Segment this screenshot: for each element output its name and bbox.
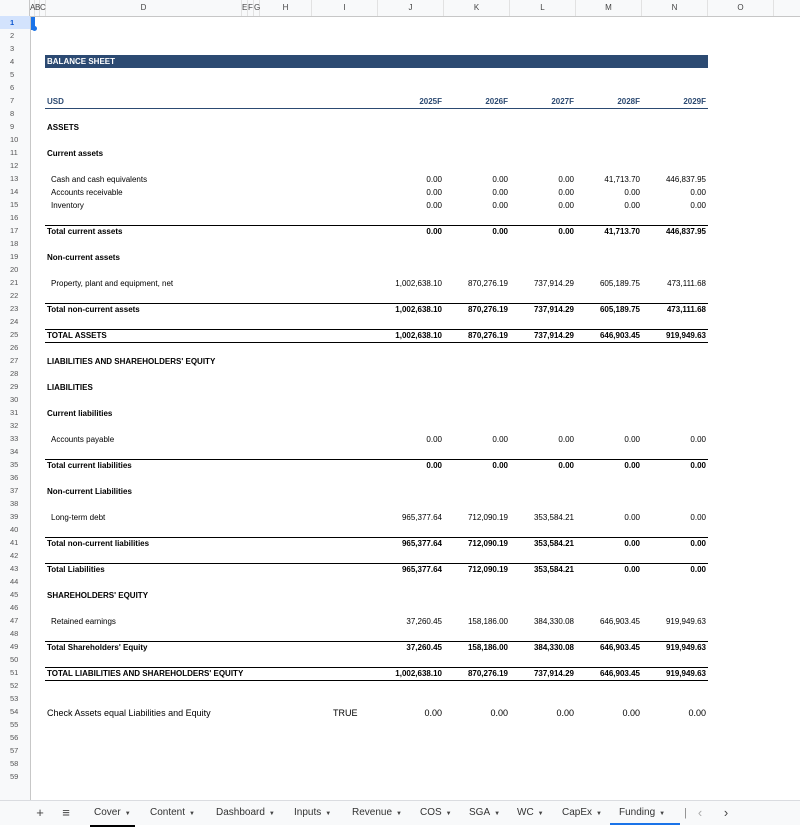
column-header-m[interactable]: M [576, 0, 642, 16]
sheet-tab-label: SGA [469, 807, 491, 818]
value-cell[interactable]: 1,002,638.10 [395, 279, 442, 288]
column-header-j[interactable]: J [378, 0, 444, 16]
sheet-tab-cover[interactable] [90, 801, 135, 827]
value-cell[interactable]: 0.00 [690, 539, 706, 548]
row-header[interactable]: 7 [10, 96, 15, 105]
rule [45, 563, 708, 564]
value-cell[interactable]: 919,949.63 [665, 617, 706, 626]
row-header[interactable]: 58 [10, 759, 19, 768]
row-header[interactable]: 16 [10, 213, 19, 222]
row-label: Accounts payable [51, 435, 115, 444]
value-cell[interactable]: 41,713.70 [604, 227, 640, 236]
select-all-corner[interactable] [0, 0, 30, 16]
row-header[interactable]: 27 [10, 356, 19, 365]
row-header[interactable]: 3 [10, 44, 15, 53]
sheet-tab-label: Cover [94, 807, 121, 818]
value-cell[interactable]: 870,276.19 [467, 669, 508, 678]
row-header[interactable]: 41 [10, 538, 19, 547]
row-label: LIABILITIES [47, 383, 93, 392]
scroll-tabs-right-button[interactable]: › [723, 805, 729, 820]
check-value-cell[interactable]: 0.00 [556, 708, 574, 718]
row-label: Inventory [51, 201, 84, 210]
column-header-l[interactable]: L [510, 0, 576, 16]
value-cell[interactable]: 605,189.75 [599, 279, 640, 288]
column-header-c[interactable]: C [40, 0, 46, 16]
chevron-down-icon: ▼ [325, 811, 332, 817]
column-header-e[interactable]: E [242, 0, 248, 16]
value-cell[interactable]: 646,903.45 [599, 669, 640, 678]
column-header-d[interactable]: D [46, 0, 242, 16]
value-cell[interactable]: 0.00 [558, 201, 574, 210]
chevron-down-icon: ▼ [494, 811, 501, 817]
value-cell[interactable]: 870,276.19 [467, 279, 508, 288]
value-cell[interactable]: 0.00 [690, 188, 706, 197]
row-header[interactable]: 23 [10, 304, 19, 313]
row-header[interactable]: 42 [10, 551, 19, 560]
year-header: 2027F [551, 97, 574, 106]
row-header[interactable]: 39 [10, 512, 19, 521]
row-label: SHAREHOLDERS' EQUITY [47, 591, 149, 600]
chevron-down-icon: ▼ [396, 811, 402, 817]
row-header[interactable]: 55 [10, 720, 19, 729]
value-cell[interactable]: 605,189.75 [599, 305, 640, 314]
chevron-down-icon: ▼ [659, 811, 666, 817]
row-header[interactable]: 36 [10, 473, 19, 482]
value-cell[interactable]: 0.00 [624, 201, 640, 210]
check-value-cell[interactable]: 0.00 [490, 708, 508, 718]
row-header[interactable]: 21 [10, 278, 19, 287]
value-cell[interactable]: 0.00 [492, 227, 508, 236]
value-cell[interactable]: 446,837.95 [665, 175, 706, 184]
value-cell[interactable]: 919,949.63 [665, 669, 706, 678]
row-label: Non-current assets [47, 253, 120, 262]
row-label: Total Shareholders' Equity [47, 643, 148, 652]
value-cell[interactable]: 473,111.68 [667, 279, 706, 288]
sheet-title: BALANCE SHEET [45, 55, 708, 68]
row-header[interactable]: 49 [10, 642, 19, 651]
value-cell[interactable]: 737,914.29 [533, 331, 574, 340]
row-header[interactable]: 52 [10, 681, 19, 690]
row-header[interactable]: 32 [10, 421, 19, 430]
value-cell[interactable]: 446,837.95 [665, 227, 706, 236]
row-label: Total non-current assets [47, 305, 140, 314]
row-header[interactable]: 51 [10, 668, 19, 677]
row-header[interactable]: 44 [10, 577, 19, 586]
row-header[interactable]: 40 [10, 525, 19, 534]
value-cell[interactable]: 384,330.08 [533, 643, 574, 652]
row-label: Cash and cash equivalents [51, 175, 148, 184]
rule [45, 459, 708, 460]
row-header[interactable]: 18 [10, 239, 19, 248]
value-cell[interactable]: 0.00 [558, 188, 574, 197]
row-header[interactable]: 25 [10, 330, 19, 339]
current-assets-heading: Current assets [47, 149, 104, 158]
row-header[interactable]: 14 [10, 187, 19, 196]
row-label: Total current assets [47, 227, 123, 236]
value-cell[interactable]: 870,276.19 [467, 331, 508, 340]
row-header[interactable]: 10 [10, 135, 19, 144]
value-cell[interactable]: 965,377.64 [401, 513, 442, 522]
column-header-g[interactable]: G [254, 0, 260, 16]
row-header[interactable]: 4 [10, 57, 15, 66]
value-cell[interactable]: 737,914.29 [533, 305, 574, 314]
row-header[interactable]: 28 [10, 369, 19, 378]
all-sheets-menu-button[interactable]: ≡ [62, 805, 70, 820]
value-cell[interactable]: 0.00 [624, 435, 640, 444]
row-header[interactable]: 11 [10, 148, 18, 157]
value-cell[interactable]: 0.00 [690, 435, 706, 444]
value-cell[interactable]: 0.00 [558, 175, 574, 184]
value-cell[interactable]: 158,186.00 [467, 643, 508, 652]
value-cell[interactable]: 965,377.64 [401, 565, 442, 574]
row-header[interactable]: 2 [10, 31, 15, 40]
check-label: Check Assets equal Liabilities and Equity [47, 708, 211, 718]
row-label: Property, plant and equipment, net [51, 279, 174, 288]
check-value-cell[interactable]: 0.00 [688, 708, 706, 718]
value-cell[interactable]: 965,377.64 [401, 539, 442, 548]
row-header[interactable]: 45 [10, 590, 19, 599]
sheet-grid[interactable] [31, 17, 800, 800]
value-cell[interactable]: 0.00 [558, 227, 574, 236]
row-header[interactable]: 48 [10, 629, 19, 638]
row-header[interactable]: 56 [10, 733, 19, 742]
rule [45, 225, 708, 226]
row-header[interactable]: 9 [10, 122, 15, 131]
row-header[interactable]: 17 [10, 226, 19, 235]
value-cell[interactable]: 353,584.21 [533, 539, 574, 548]
currency-label: USD [47, 97, 64, 106]
row-header[interactable]: 57 [10, 746, 19, 755]
value-cell[interactable]: 0.00 [624, 539, 640, 548]
row-header[interactable]: 12 [10, 161, 19, 170]
row-label: Non-current Liabilities [47, 487, 132, 496]
sheet-tab-label: Dashboard [216, 807, 265, 818]
rule [45, 303, 708, 304]
row-label: TOTAL LIABILITIES AND SHAREHOLDERS' EQUITY [47, 669, 244, 678]
row-header[interactable]: 1 [0, 16, 30, 29]
sheet-tab-label: Funding [619, 807, 656, 818]
value-cell[interactable]: 712,090.19 [467, 513, 508, 522]
row-header[interactable]: 34 [10, 447, 19, 456]
sheet-tab-content[interactable] [146, 801, 199, 825]
header-underline [45, 108, 708, 109]
chevron-down-icon: ▼ [124, 811, 131, 817]
row-header[interactable]: 26 [10, 343, 19, 352]
value-cell[interactable]: 0.00 [492, 188, 508, 197]
chevron-down-icon: ▼ [596, 811, 602, 817]
row-header-bar [0, 16, 31, 800]
check-value-cell[interactable]: 0.00 [424, 708, 442, 718]
value-cell[interactable]: 353,584.21 [533, 513, 574, 522]
value-cell[interactable]: 353,584.21 [533, 565, 574, 574]
value-cell[interactable]: 0.00 [426, 188, 442, 197]
row-header[interactable]: 54 [10, 707, 19, 716]
value-cell[interactable]: 0.00 [624, 461, 640, 470]
column-header-k[interactable]: K [444, 0, 510, 16]
sheet-tab-capex[interactable] [558, 801, 606, 825]
value-cell[interactable]: 0.00 [690, 513, 706, 522]
row-header[interactable]: 30 [10, 395, 19, 404]
column-header-h[interactable]: H [260, 0, 312, 16]
value-cell[interactable]: 646,903.45 [599, 617, 640, 626]
value-cell[interactable]: 0.00 [558, 435, 574, 444]
value-cell[interactable]: 1,002,638.10 [395, 331, 442, 340]
fill-handle[interactable] [32, 26, 37, 31]
year-header: 2026F [485, 97, 508, 106]
sheet-tab-funding[interactable] [615, 801, 669, 825]
value-cell[interactable]: 1,002,638.10 [395, 305, 442, 314]
value-cell[interactable]: 0.00 [690, 461, 706, 470]
row-header[interactable]: 6 [10, 83, 15, 92]
sheet-tab-wc[interactable] [513, 801, 548, 825]
chevron-down-icon: ▼ [537, 811, 544, 817]
value-cell[interactable]: 919,949.63 [665, 643, 706, 652]
row-header[interactable]: 20 [10, 265, 19, 274]
sheet-tab-dashboard[interactable] [212, 801, 279, 825]
rule [45, 680, 708, 681]
row-header[interactable]: 31 [10, 408, 19, 417]
value-cell[interactable]: 0.00 [492, 175, 508, 184]
value-cell[interactable]: 1,002,638.10 [395, 669, 442, 678]
chevron-down-icon: ▼ [268, 811, 275, 817]
value-cell[interactable]: 646,903.45 [599, 331, 640, 340]
column-header-b[interactable]: B [35, 0, 40, 16]
sheet-tab-label: Content [150, 807, 186, 818]
row-header[interactable]: 53 [10, 694, 19, 703]
sheet-tab-inputs[interactable] [290, 801, 335, 825]
value-cell[interactable]: 870,276.19 [467, 305, 508, 314]
row-label: Total Liabilities [47, 565, 105, 574]
value-cell[interactable]: 0.00 [426, 175, 442, 184]
scroll-tabs-left-button[interactable]: ‹ [697, 805, 703, 820]
value-cell[interactable]: 0.00 [426, 227, 442, 236]
row-header[interactable]: 37 [10, 486, 19, 495]
sheet-tab-label: WC [517, 807, 534, 818]
value-cell[interactable]: 37,260.45 [406, 643, 442, 652]
row-label: Accounts receivable [51, 188, 123, 197]
row-header[interactable]: 5 [10, 70, 15, 79]
sheet-tab-label: COS [420, 807, 442, 818]
rule [45, 667, 708, 668]
row-header[interactable]: 38 [10, 499, 19, 508]
chevron-down-icon: ▼ [189, 811, 195, 817]
value-cell[interactable]: 737,914.29 [533, 669, 574, 678]
value-cell[interactable]: 0.00 [492, 435, 508, 444]
check-flag[interactable]: TRUE [333, 708, 358, 718]
column-header-f[interactable]: F [248, 0, 254, 16]
value-cell[interactable]: 646,903.45 [599, 643, 640, 652]
value-cell[interactable]: 158,186.00 [467, 617, 508, 626]
value-cell[interactable]: 0.00 [426, 461, 442, 470]
value-cell[interactable]: 0.00 [624, 513, 640, 522]
row-label: Long-term debt [51, 513, 106, 522]
rule [45, 342, 708, 343]
year-header: 2025F [419, 97, 442, 106]
value-cell[interactable]: 919,949.63 [665, 331, 706, 340]
row-header[interactable]: 22 [10, 291, 19, 300]
row-header[interactable]: 13 [10, 174, 19, 183]
row-label: Total non-current liabilities [47, 539, 150, 548]
sheet-tab-label: Revenue [352, 807, 393, 818]
value-cell[interactable]: 0.00 [426, 435, 442, 444]
value-cell[interactable]: 0.00 [624, 565, 640, 574]
value-cell[interactable]: 0.00 [624, 188, 640, 197]
value-cell[interactable]: 0.00 [492, 201, 508, 210]
column-header-a[interactable]: A [30, 0, 35, 16]
value-cell[interactable]: 37,260.45 [406, 617, 442, 626]
row-label: LIABILITIES AND SHAREHOLDERS' EQUITY [47, 357, 216, 366]
column-header-i[interactable]: I [312, 0, 378, 16]
sheet-tab-label: Inputs [294, 807, 322, 818]
row-header[interactable]: 24 [10, 317, 19, 326]
column-header-o[interactable]: O [708, 0, 774, 16]
value-cell[interactable]: 0.00 [492, 461, 508, 470]
row-header[interactable]: 59 [10, 772, 19, 781]
year-header: 2028F [617, 97, 640, 106]
row-label: Current liabilities [47, 409, 113, 418]
value-cell[interactable]: 712,090.19 [467, 539, 508, 548]
value-cell[interactable]: 0.00 [558, 461, 574, 470]
year-header: 2029F [683, 97, 706, 106]
chevron-down-icon: ▼ [445, 811, 452, 817]
row-label: TOTAL ASSETS [47, 331, 107, 340]
row-header[interactable]: 15 [10, 200, 19, 209]
value-cell[interactable]: 0.00 [690, 565, 706, 574]
add-sheet-button[interactable]: + [36, 805, 44, 820]
tab-divider: | [684, 807, 687, 819]
row-header[interactable]: 8 [10, 109, 15, 118]
value-cell[interactable]: 0.00 [690, 201, 706, 210]
column-header-n[interactable]: N [642, 0, 708, 16]
row-header[interactable]: 33 [10, 434, 19, 443]
rule [45, 641, 708, 642]
row-header[interactable]: 47 [10, 616, 19, 625]
row-header[interactable]: 29 [10, 382, 19, 391]
sheet-tab-bar [0, 800, 800, 825]
sheet-tab-label: CapEx [562, 807, 593, 818]
row-header[interactable]: 46 [10, 603, 19, 612]
value-cell[interactable]: 473,111.68 [666, 305, 706, 314]
row-header[interactable]: 50 [10, 655, 19, 664]
sheet-tab-revenue[interactable] [348, 801, 406, 825]
rule [45, 329, 708, 330]
check-value-cell[interactable]: 0.00 [622, 708, 640, 718]
value-cell[interactable]: 737,914.29 [533, 279, 574, 288]
row-header[interactable]: 35 [10, 460, 19, 469]
column-header-bar [0, 0, 800, 17]
value-cell[interactable]: 384,330.08 [533, 617, 574, 626]
tab-color-indicator [610, 823, 680, 825]
value-cell[interactable]: 41,713.70 [604, 175, 640, 184]
row-label: Retained earnings [51, 617, 116, 626]
sheet-tab-sga[interactable] [465, 801, 504, 825]
row-header[interactable]: 19 [10, 252, 19, 261]
sheet-tab-cos[interactable] [416, 801, 456, 825]
value-cell[interactable]: 0.00 [426, 201, 442, 210]
rule [45, 537, 708, 538]
row-label: Total current liabilities [47, 461, 132, 470]
value-cell[interactable]: 712,090.19 [467, 565, 508, 574]
row-header[interactable]: 43 [10, 564, 19, 573]
assets-heading: ASSETS [47, 123, 80, 132]
